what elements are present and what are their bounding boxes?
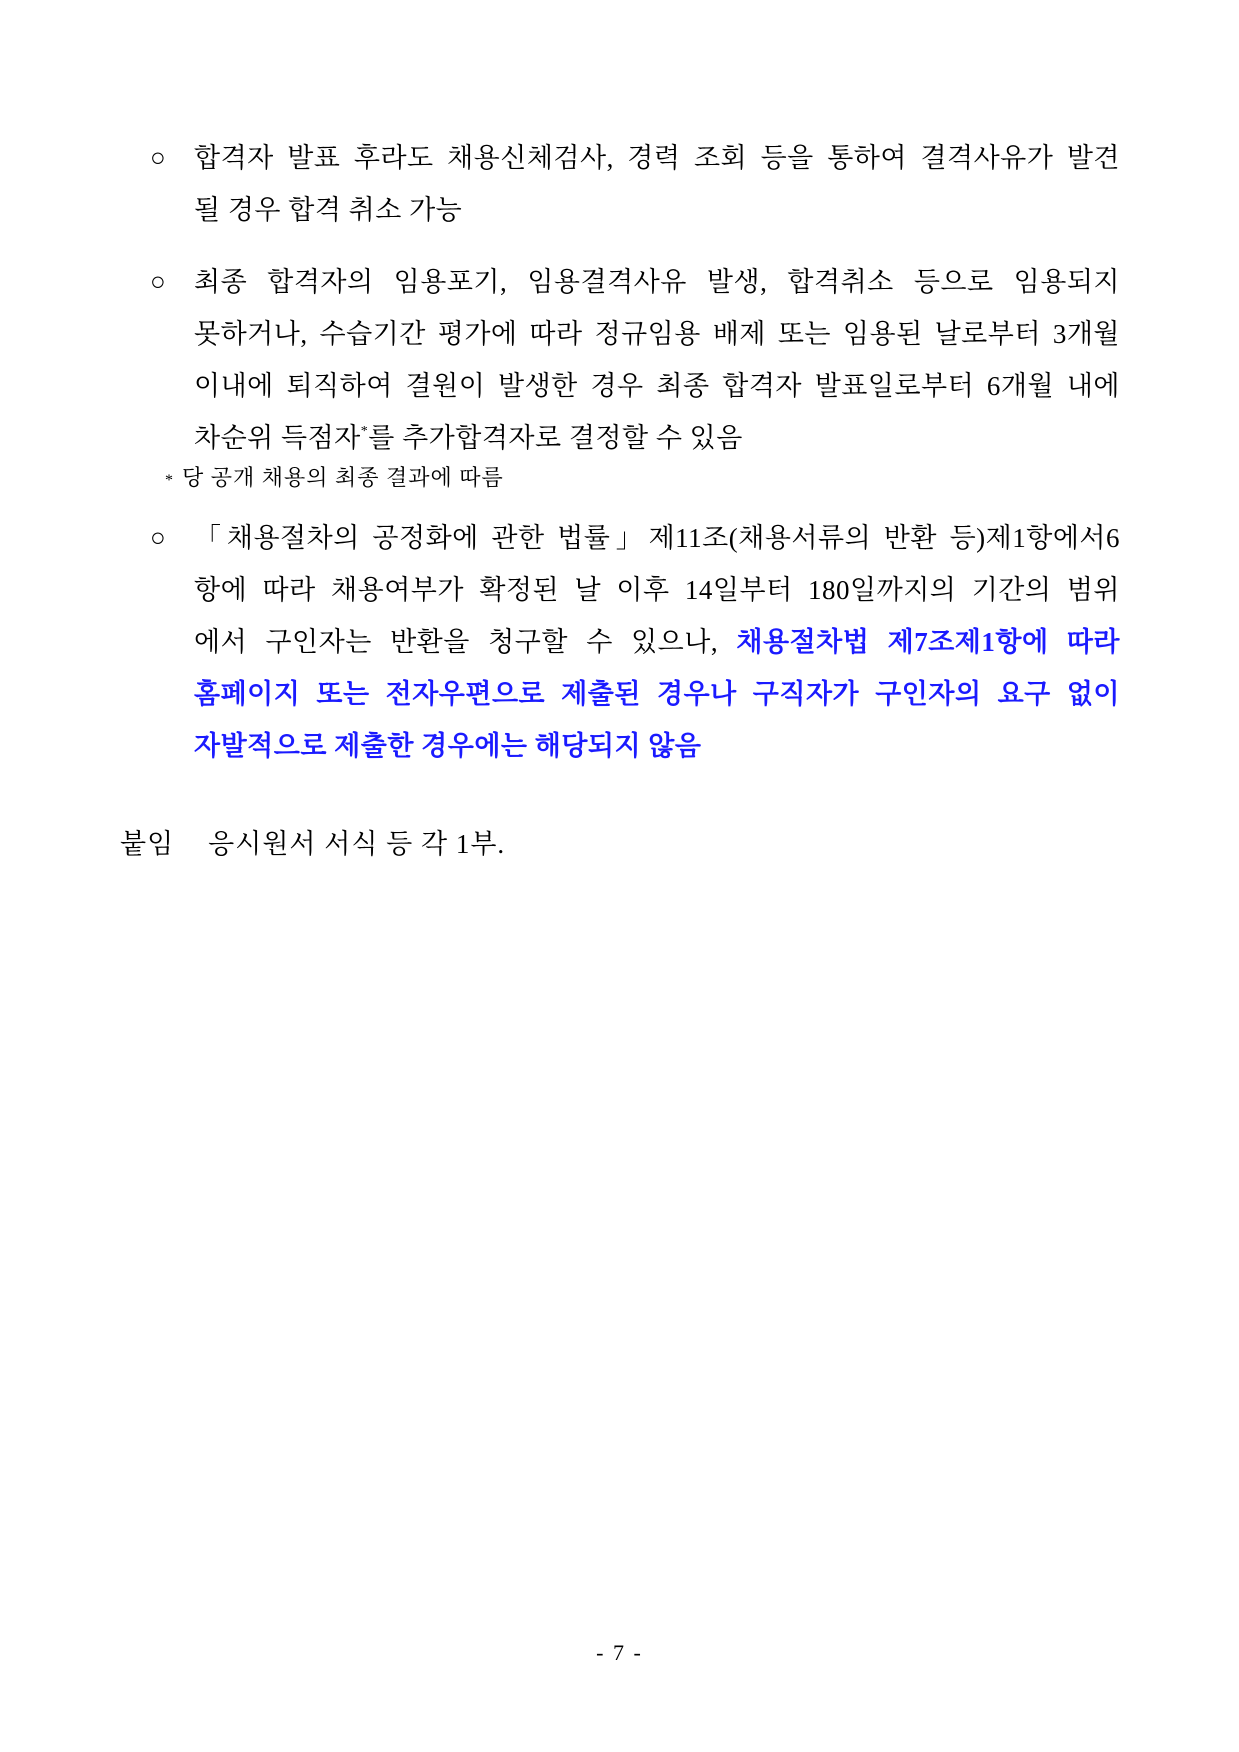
item-2-line-3: 이내에 퇴직하여 결원이 발생한 경우 최종 합격자 발표일로부터 6개월 내에 bbox=[194, 371, 1120, 401]
footnote-star: * bbox=[165, 472, 174, 489]
attachment-label: 붙임 bbox=[120, 829, 175, 859]
item-1-line-2: 될 경우 합격 취소 가능 bbox=[194, 195, 463, 225]
bullet-item-1 bbox=[150, 132, 1120, 236]
bullet-item-2 bbox=[150, 256, 1120, 464]
item-2-line-4 bbox=[194, 412, 1120, 464]
attachment-line bbox=[120, 818, 505, 870]
item-2-line-2: 못하거나, 수습기간 평가에 따라 정규임용 배제 또는 임용된 날로부터 3개월 bbox=[194, 319, 1120, 349]
item-3-line-1: 「채용절차의 공정화에 관한 법률」제11조(채용서류의 반환 등)제1항에서6 bbox=[194, 523, 1120, 553]
item-3-line-2: 항에 따라 채용여부가 확정된 날 이후 14일부터 180일까지의 기간의 범위 bbox=[194, 575, 1120, 605]
item-3-line-3-highlight: 채용절차법 제7조제1항에 따라 bbox=[736, 627, 1121, 657]
item-3-line-3-normal: 에서 구인자는 반환을 청구할 수 있으나, bbox=[194, 627, 737, 657]
bullet-item-3 bbox=[150, 512, 1120, 772]
item-3-highlight-line-2: 자발적으로 제출한 경우에는 해당되지 않음 bbox=[194, 731, 702, 761]
bullet-circle-icon: ○ bbox=[150, 143, 166, 172]
attachment-text: 응시원서 서식 등 각 1부. bbox=[208, 829, 506, 859]
item-2-line-4-post: 를 추가합격자로 결정할 수 있음 bbox=[368, 423, 743, 453]
item-3-line-3 bbox=[194, 616, 1120, 668]
item-2-line-1: 최종 합격자의 임용포기, 임용결격사유 발생, 합격취소 등으로 임용되지 bbox=[194, 267, 1120, 297]
item-3-highlight-line-1: 홈페이지 또는 전자우편으로 제출된 경우나 구직자가 구인자의 요구 없이 bbox=[194, 679, 1120, 709]
bullet-circle-icon: ○ bbox=[150, 523, 166, 552]
footnote bbox=[165, 458, 504, 501]
item-2-line-4-pre: 차순위 득점자 bbox=[194, 423, 361, 453]
footnote-marker: * bbox=[360, 424, 369, 439]
page-number: - 7 - bbox=[596, 1640, 643, 1665]
item-1-line-1: 합격자 발표 후라도 채용신체검사, 경력 조회 등을 통하여 결격사유가 발견 bbox=[194, 143, 1120, 173]
bullet-circle-icon: ○ bbox=[150, 267, 166, 296]
footnote-text: 당 공개 채용의 최종 결과에 따름 bbox=[182, 465, 504, 490]
